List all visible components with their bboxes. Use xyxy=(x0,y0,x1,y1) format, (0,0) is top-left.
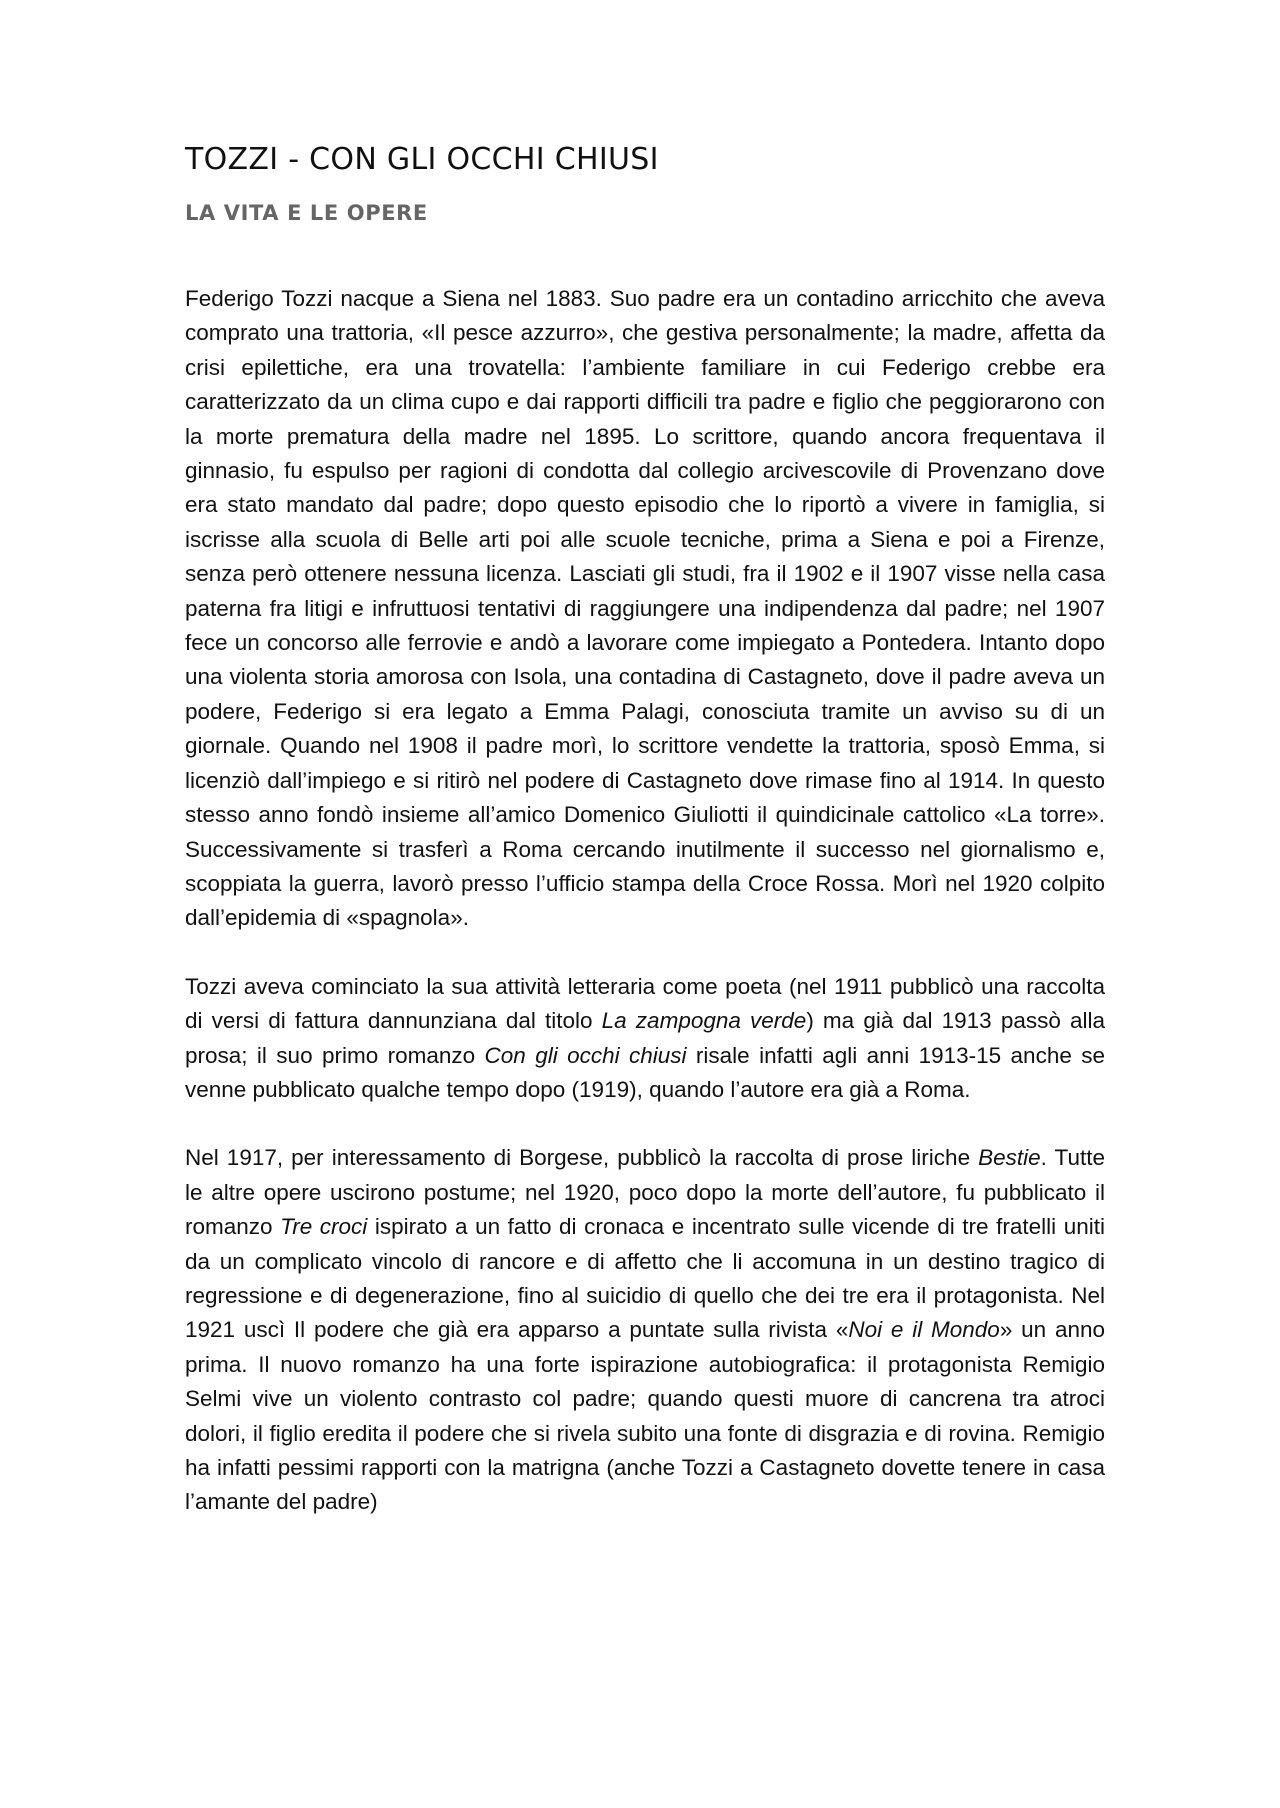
italic-title-segment: Tre croci xyxy=(280,1214,368,1240)
section-subtitle: LA VITA E LE OPERE xyxy=(185,201,428,225)
paragraph-later-works xyxy=(185,1141,1105,1519)
italic-title-segment: Noi e il Mondo xyxy=(848,1317,1000,1343)
paragraph-biography xyxy=(185,282,1105,936)
italic-title-segment: Con gli occhi chiusi xyxy=(484,1042,687,1068)
document-page xyxy=(185,140,1105,1554)
text-segment: Tozzi aveva cominciato la sua attività letteraria come poeta (nel 1911 pubblicò una raccolta di versi di fattura dannunziana dal titolo xyxy=(185,973,1105,1034)
text-segment: ispirato a un fatto di cronaca e incentrato sulle vicende di tre fratelli uniti da un complicato vincolo di rancore e di affetto che li accomuna in un destino tragico di regressione e di degenerazione, fino al suicidio di quello che dei tre era il protagonista. Nel 1921 uscì Il podere che già era apparso a puntate sulla rivista « xyxy=(185,1214,1105,1343)
italic-title-segment: La zampogna verde xyxy=(601,1008,807,1034)
italic-title-segment: Bestie xyxy=(978,1145,1041,1171)
text-segment: risale infatti agli anni 1913-15 anche se venne pubblicato qualche tempo dopo (1919), quando l’autore era già a Roma. xyxy=(185,1042,1105,1102)
text-segment: ) ma già dal 1913 passò alla prosa; il suo primo romanzo xyxy=(185,1008,1106,1068)
body-text xyxy=(185,282,1105,1520)
document-title: TOZZI - CON GLI OCCHI CHIUSI xyxy=(185,142,659,177)
paragraph-literary-activity xyxy=(185,970,1105,1108)
text-segment: . Tutte le altre opere uscirono postume; nel 1920, poco dopo la morte dell’autore, fu pubblicato il romanzo xyxy=(185,1145,1105,1240)
text-segment: » un anno prima. Il nuovo romanzo ha una forte ispirazione autobiografica: il protagonista Remigio Selmi vive un violento contrasto col padre; quando questi muore di cancrena tra atroci dolori, il figlio eredita il podere che si rivela subito una fonte di disgrazia e di rovina. Remigio ha infatti pessimi rapporti con la matrigna (anche Tozzi a Castagneto dovette tenere in casa l’amante del padre) xyxy=(185,1317,1106,1515)
text-segment: Nel 1917, per interessamento di Borgese, pubblicò la raccolta di prose liriche xyxy=(185,1145,979,1171)
text-segment: Federigo Tozzi nacque a Siena nel 1883. Suo padre era un contadino arricchito che aveva comprato una trattoria, «Il pesce azzurro», che gestiva personalmente; la madre, affetta da crisi epilettiche, era una trovatella: l’ambiente familiare in cui Federigo crebbe era caratterizzato da un clima cupo e dai rapporti difficili tra padre e figlio che peggiorarono con la morte prematura della madre nel 1895. Lo scrittore, quando ancora frequentava il ginnasio, fu espulso per ragioni di condotta dal collegio arcivescovile di Provenzano dove era stato mandato dal padre; dopo questo episodio che lo riportò a vivere in famiglia, si iscrisse alla scuola di Belle arti poi alle scuole tecniche, prima a Siena e poi a Firenze, senza però ottenere nessuna licenza. Lasciati gli studi, fra il 1902 e il 1907 visse nella casa paterna fra litigi e infruttuosi tentativi di raggiungere una indipendenza dal padre; nel 1907 fece un concorso alle ferrovie e andò a lavorare come impiegato a Pontedera. Intanto dopo una violenta storia amorosa con Isola, una contadina di Castagneto, dove il padre aveva un podere, Federigo si era legato a Emma Palagi, conosciuta tramite un avviso su di un giornale. Quando nel 1908 il padre morì, lo scrittore vendette la trattoria, sposò Emma, si licenziò dall’impiego e si ritirò nel podere di Castagneto dove rimase fino al 1914. In questo stesso anno fondò insieme all’amico Domenico Giuliotti il quindicinale cattolico «La torre». Successivamente si trasferì a Roma cercando inutilmente il successo nel giornalismo e, scoppiata la guerra, lavorò presso l’ufficio stampa della Croce Rossa. Morì nel 1920 colpito dall’epidemia di «spagnola». xyxy=(185,286,1105,931)
